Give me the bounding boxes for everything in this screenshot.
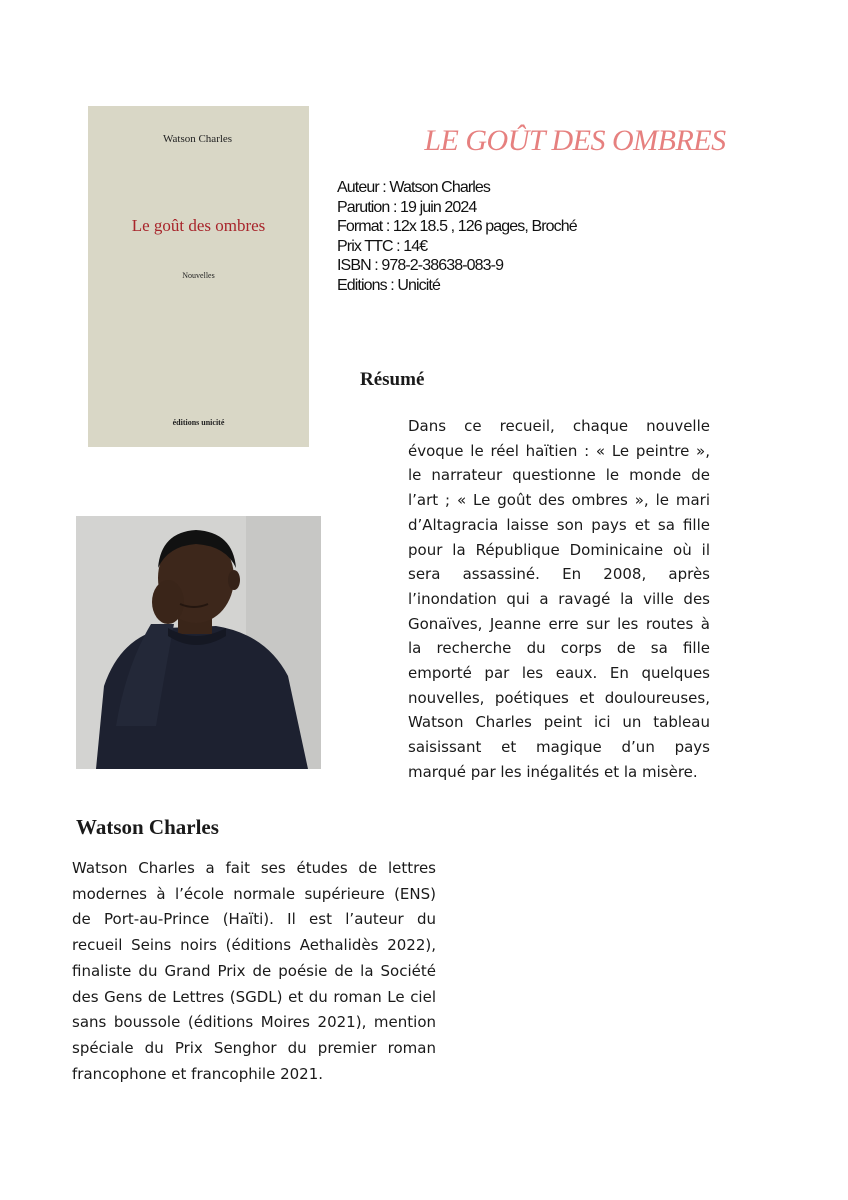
detail-publisher: Editions : Unicité [337, 276, 440, 294]
author-bio: Watson Charles a fait ses études de lettres modernes à l’école normale supérieure (ENS) de Port-au-Prince (Haïti). Il est l’auteur du recueil Seins noirs (éditions Aethalidès 2022), finaliste du Grand Prix de poésie de la Société des Gens de Lettres (SGDL) et du roman Le ciel sans boussole (éditions Moires 2021), mention spéciale du Prix Senghor du premier roman francophone et francophile 2021. [72, 859, 436, 1083]
author-photo [76, 516, 321, 769]
detail-release-date: Parution : 19 juin 2024 [337, 198, 477, 216]
book-title: LE GOÛT DES OMBRES [424, 124, 726, 157]
detail-format: Format : 12x 18.5 , 126 pages, Broché [337, 218, 577, 235]
book-details [337, 178, 577, 295]
cover-publisher: éditions unicité [172, 418, 225, 427]
detail-author: Auteur : Watson Charles [337, 179, 491, 196]
cover-genre: Nouvelles [182, 271, 215, 280]
book-cover [88, 106, 309, 447]
author-portrait-illustration [76, 516, 321, 769]
detail-price: Prix TTC : 14€ [337, 237, 428, 255]
cover-title: Le goût des ombres [131, 216, 266, 235]
resume-heading: Résumé [360, 369, 425, 390]
cover-author: Watson Charles [163, 133, 233, 145]
resume-text: Dans ce recueil, chaque nouvelle évoque le réel haïtien : « Le peintre », le narrateur questionne le monde de l’art ; « Le goût des ombres », le mari d’Altagracia laisse son pays et sa fille pour la République Dominicaine où il sera assassiné. En 2008, après l’inondation qui a ravagé la ville des Gonaïves, Jeanne erre sur les routes à la recherche du corps de sa fille emporté par les eaux. En quelques nouvelles, poétiques et douloureuses, Watson Charles peint ici un tableau saisissant et magique d’un pays marqué par les inégalités et la misère. [408, 417, 710, 781]
detail-isbn: ISBN : 978-2-38638-083-9 [337, 257, 504, 274]
author-heading: Watson Charles [76, 815, 219, 839]
